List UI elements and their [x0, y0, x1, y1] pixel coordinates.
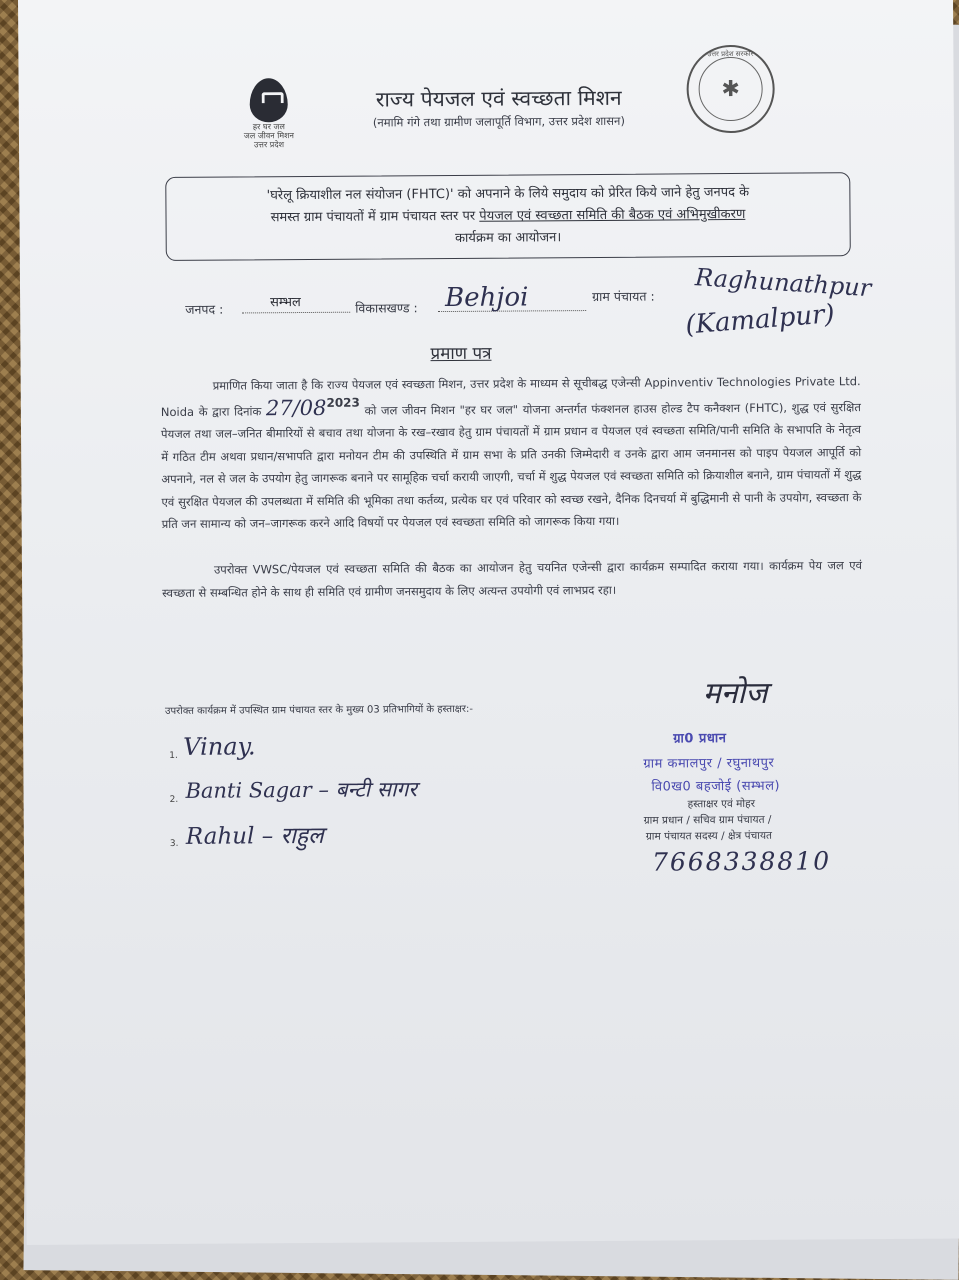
date-handwritten: 27/08 — [265, 395, 327, 420]
participant-3-number: 3. — [169, 838, 179, 849]
logo-tagline-1: हर घर जल — [252, 122, 285, 132]
heading-line-2-underlined: पेयजल एवं स्वच्छता समिति की बैठक एवं अभिमुखीकरण — [479, 206, 746, 224]
certificate-page — [18, 0, 959, 1245]
heading-line-2-plain: समस्त ग्राम पंचायतों में ग्राम पंचायत स्तर पर — [270, 208, 480, 226]
heading-line-2 — [182, 203, 833, 230]
vikaskhand-handwritten: Behjoi — [444, 282, 529, 314]
heading-line-3: कार्यक्रम का आयोजन। — [454, 230, 562, 246]
participant-2-signature: Banti Sagar – बन्टी सागर — [185, 777, 418, 803]
participant-1-number: 1. — [169, 750, 178, 761]
up-government-seal-icon — [686, 45, 775, 134]
certificate-paragraph-1 — [161, 370, 862, 535]
pradhan-signature: मनोज — [702, 675, 768, 712]
signature-caption-1: हस्ताक्षर एवं मोहर — [687, 797, 756, 811]
mission-title: राज्य पेयजल एवं स्वच्छता मिशन — [375, 85, 622, 112]
janpad-value: सम्भल — [270, 295, 301, 311]
gram-panchayat-handwritten-2: (Kamalpur) — [684, 299, 836, 341]
paragraph-1-part-a: प्रमाणित किया जाता है कि राज्य पेयजल एवं स्वच्छता मिशन, उत्तर प्रदेश के माध्यम से सूचीबद्ध एजेन्सी Appinventiv Technologies Private Ltd. Noida के द्वारा दिनांक — [160, 374, 861, 419]
phone-number-handwritten: 7668338810 — [651, 846, 832, 877]
participant-2-number: 2. — [169, 794, 179, 805]
logo-tagline-3: उत्तर प्रदेश — [254, 140, 285, 150]
har-ghar-jal-logo — [229, 78, 309, 150]
janpad-label: जनपद : — [185, 301, 224, 317]
heading-line-1: 'घरेलू क्रियाशील नल संयोजन (FHTC)' को अपनाने के लिये समुदाय को प्रेरित किये जाने हेतु जनपद के — [266, 184, 750, 204]
gram-panchayat-handwritten-1: Raghunathpur — [694, 263, 873, 303]
signature-caption-2: ग्राम प्रधान / सचिव ग्राम पंचायत / — [643, 813, 772, 827]
certificate-title: प्रमाण पत्र — [430, 343, 492, 365]
participants-intro: उपरोक्त कार्यक्रम में उपस्थित ग्राम पंचायत स्तर के मुख्य 03 प्रतिभागियों के हस्ताक्षर:- — [164, 703, 473, 717]
signature-caption-3: ग्राम पंचायत सदस्य / क्षेत्र पंचायत — [645, 829, 773, 843]
participant-1-signature: Vinay. — [183, 732, 256, 761]
program-heading-box — [165, 172, 851, 261]
stamp-line-2: ग्राम कमालपुर / रघुनाथपुर — [643, 755, 775, 772]
paragraph-1-part-b: को जल जीवन मिशन "हर घर जल" योजना अन्तर्गत फंक्शनल हाउस होल्ड टैप कनैक्शन (FHTC), शुद्ध एवं सुरक्षित पेयजल तथा जल–जनित बीमारियों से बचाव तथा योजना के रख–रखाव हेतु ग्राम पंचायतों में ग्राम प्रधान व पेयजल एवं स्वच्छता समिति/पानी समिति के सभापति के नेतृत्व में गठित टीम अथवा प्रधान/सभापति द्वारा मनोयन टीम की उपस्थिति में ग्राम सभा के प्रति उनकी जिम्मेदारी व उनके द्वारा आम जनमानस को पाइप पेयजल आपूर्ति को अपनाने, नल से जल के उपयोग हेतु जागरूक बनाने पर सामूहिक चर्चा करायी जाएगी, चर्चा में शुद्ध पेयजल एवं स्वच्छता समिति को क्रियाशील बनाने, ग्राम पंचायतों में शुद्ध एवं सुरक्षित पेयजल की उपलब्धता में समिति की भूमिका तथा कर्तव्य, प्रत्येक घर एवं परिवार को स्वच्छ रखने, दैनिक दिनचर्या में बुद्धिमानी से पानी के उपयोग, स्वच्छता के प्रति जन सामान्य को जन–जागरूक करने आदि विषयों पर पेयजल एवं स्वच्छता समिति को जागरूक किया गया। — [160, 399, 862, 532]
water-drop-tap-icon — [250, 78, 288, 122]
vikaskhand-label: विकासखण्ड : — [355, 300, 418, 316]
participant-3-signature: Rahul – राहुल — [185, 822, 324, 850]
date-year: 2023 — [326, 395, 360, 410]
certificate-paragraph-2: उपरोक्त VWSC/पेयजल एवं स्वच्छता समिति की बैठक का आयोजन हेतु चयनित एजेन्सी द्वारा कार्यक्रम सम्पादित कराया गया। कार्यक्रम पेय जल एवं स्वच्छता से सम्बन्धित होने के साथ ही समिति एवं ग्रामीण जनसमुदाय के लिए अत्यन्त उपयोगी एवं लाभप्रद रहा। — [162, 558, 863, 600]
seal-text: उत्तर प्रदेश सरकार — [707, 49, 754, 59]
seal-emblem-icon: ✱ — [698, 57, 762, 121]
logo-tagline-2: जल जीवन मिशन — [243, 131, 295, 141]
stamp-line-1: ग्रा0 प्रधान — [673, 731, 727, 747]
mission-subtitle: (नमामि गंगे तथा ग्रामीण जलापूर्ति विभाग, उत्तर प्रदेश शासन) — [372, 113, 625, 130]
gram-panchayat-label: ग्राम पंचायत : — [592, 288, 655, 304]
stamp-line-3: वि0ख0 बहजोई (सम्भल) — [651, 778, 781, 795]
